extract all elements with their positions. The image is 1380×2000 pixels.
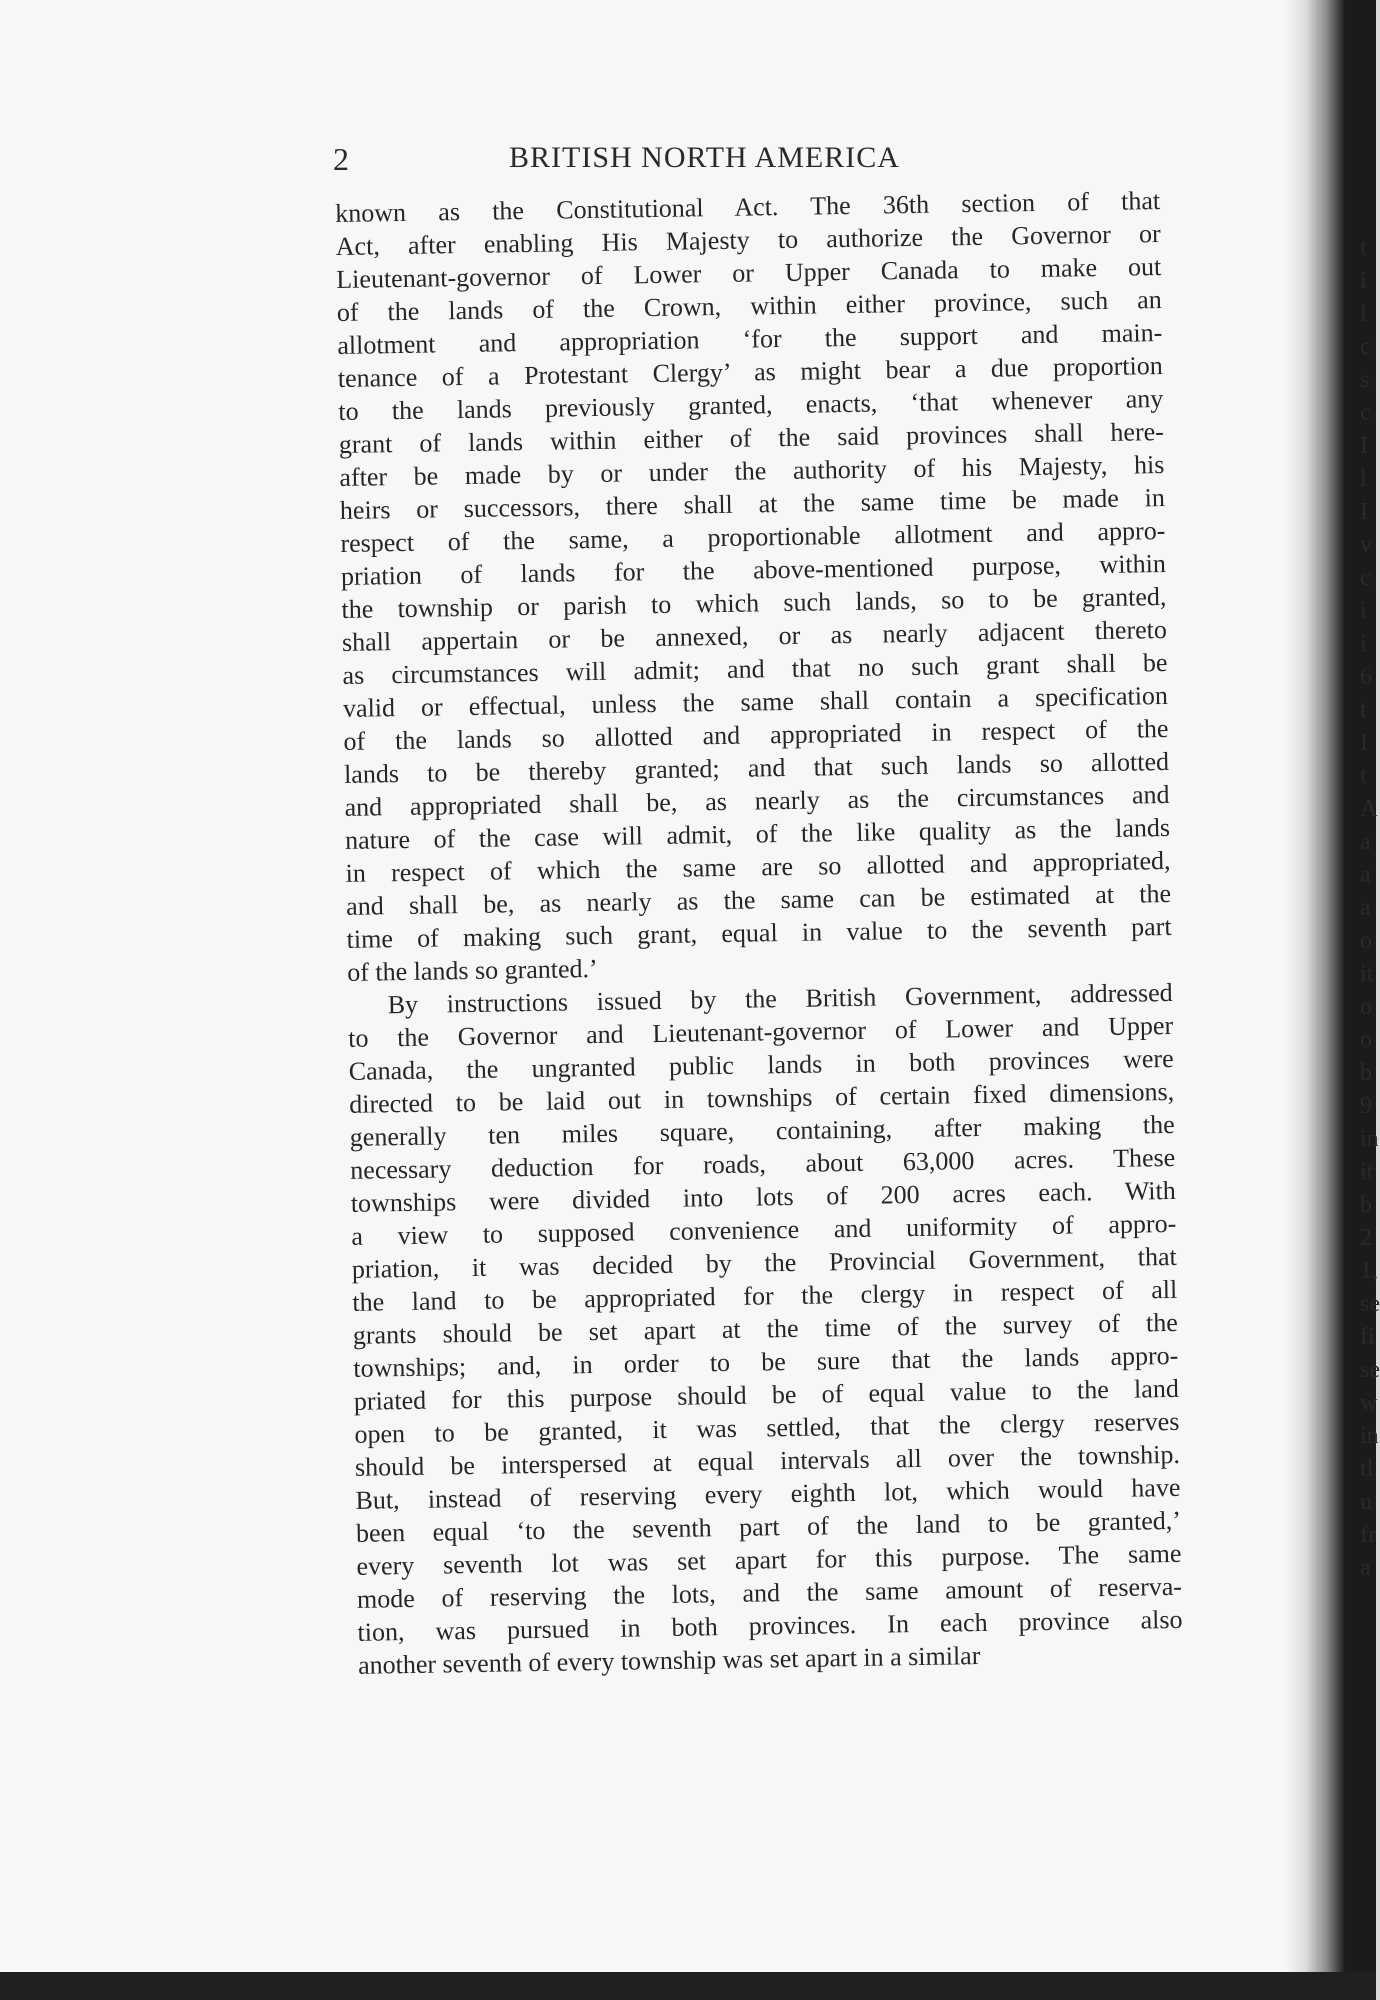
text-line: should be interspersed at equal intervals all over the township. [354,1439,1181,1482]
facing-page-fragment: i [1360,631,1367,657]
text-line: to the Governor and Lieutenant-governor of Lower and Upper [347,1010,1174,1053]
facing-page-fragment: w [1360,1390,1378,1416]
facing-page-fragment: I [1360,499,1368,525]
text-line: of the lands so allotted and appropriated in respect of the [343,713,1169,756]
facing-page-fragment: i [1360,598,1367,624]
scan-bottom-border [0,1972,1376,2000]
facing-page-fragment: u [1360,1489,1372,1515]
text-line: allotment and appropriation ‘for the support and main- [337,318,1163,360]
facing-page-fragment: se [1360,1357,1380,1383]
facing-page-fragment: a [1360,895,1371,921]
facing-page-fragment: c [1360,400,1371,426]
text-line: respect of the same, a proportionable allotment and appro- [340,516,1166,558]
facing-page-fragment: 6 [1360,664,1372,690]
facing-page-fragment: i [1360,268,1367,294]
text-line: directed to be laid out in townships of certain fixed dimensions, [349,1076,1175,1119]
text-line: By instructions issued by the British Government, addressed [387,977,1173,1020]
text-line: priated for this purpose should be of equal value to the land [353,1373,1180,1416]
text-line: the township or parish to which such lands, so to be granted, [341,581,1167,624]
page-header [333,137,965,177]
facing-page-fragment: 2 [1360,1225,1372,1251]
facing-page-fragment: b [1360,1060,1372,1086]
book-gutter-shadow [1285,0,1345,1972]
facing-page-fragment: o [1360,928,1372,954]
text-line: to the lands previously granted, enacts, ‘that whenever any [338,384,1164,426]
text-line: known as the Constitutional Act. The 36th section of that [335,186,1161,228]
facing-page-fragment: b [1360,1192,1372,1218]
text-line: the land to be appropriated for the clergy in respect of all [352,1274,1178,1317]
facing-page-fragment: t [1360,697,1367,723]
text-line: But, instead of reserving every eighth lot, which would have [355,1472,1181,1515]
text-line: Lieutenant-governor of Lower or Upper Canada to make out [336,252,1162,294]
facing-page-fragment: l [1360,301,1367,327]
facing-page-fragment: se [1360,1291,1380,1317]
text-line: valid or effectual, unless the same shall contain a specification [342,680,1169,723]
text-line: townships were divided into lots of 200 acres each. With [350,1175,1176,1218]
facing-page-fragment: fr [1360,1522,1376,1548]
facing-page-fragment: in [1360,1126,1379,1152]
facing-page-fragment: it [1360,1159,1374,1185]
text-line: Canada, the ungranted public lands in both provinces were [348,1043,1174,1086]
text-line: tenance of a Protestant Clergy’ as might bear a due proportion [337,351,1163,393]
facing-page-fragment: c [1360,334,1371,360]
facing-page-fragment: it [1360,961,1374,987]
text-line: necessary deduction for roads, about 63,000 acres. These [350,1142,1176,1185]
text-line: time of making such grant, equal in value to the seventh part [346,911,1172,954]
text-line: a view to supposed convenience and uniformity of appro- [351,1208,1177,1251]
facing-page-fragment: o [1360,1027,1372,1053]
facing-page-fragment: 9 [1360,1093,1372,1119]
facing-page-fragment: a [1360,862,1371,888]
facing-page-fragment: A [1360,796,1378,822]
text-line: tion, was pursued in both provinces. In each province also [357,1604,1183,1647]
facing-page-fragment: I [1360,730,1368,756]
facing-page-fragments [1360,232,1380,1585]
facing-page-fragment: a [1360,829,1371,855]
text-line: Act, after enabling His Majesty to authorize the Governor or [335,219,1161,261]
text-line: shall appertain or be annexed, or as nearly adjacent thereto [341,614,1168,657]
text-line: in respect of which the same are so allotted and appropriated, [345,845,1171,888]
page-number: 2 [333,141,349,177]
text-line: mode of reserving the lots, and the same amount of reserva- [356,1571,1183,1614]
facing-page-fragment: s [1360,367,1370,393]
text-line: grants should be set apart at the time of the survey of the [352,1307,1179,1350]
text-line: of the lands so granted.’ [346,953,598,987]
facing-page-fragment: fi [1360,1324,1375,1350]
text-line: another seventh of every township was set apart in a similar [357,1641,981,1680]
facing-page-fragment: 1, [1360,1258,1378,1284]
text-line: open to be granted, it was settled, that the clergy reserves [354,1406,1180,1449]
text-line: nature of the case will admit, of the like quality as the lands [344,812,1171,855]
text-line: every seventh lot was set apart for this purpose. The same [356,1538,1182,1581]
facing-page-fragment: t [1360,235,1367,261]
text-line: generally ten miles square, containing, after making the [349,1109,1175,1152]
text-line: and appropriated shall be, as nearly as the circumstances and [344,779,1170,822]
text-line: priation, it was decided by the Provincial Government, that [351,1241,1177,1284]
facing-page-fragment: in [1360,1423,1379,1449]
facing-page-fragment: v [1360,532,1372,558]
text-line: after be made by or under the authority of his Majesty, his [339,450,1165,492]
text-line: of the lands of the Crown, within either province, such an [336,285,1162,327]
text-line: grant of lands within either of the said provinces shall here- [338,417,1165,459]
facing-page-fragment: tl [1360,1456,1374,1482]
facing-page-fragment: a [1360,1555,1371,1581]
facing-page-fragment: o [1360,994,1372,1020]
running-head: BRITISH NORTH AMERICA [509,141,900,174]
text-line: heirs or successors, there shall at the same time be made in [339,483,1166,525]
text-line: and shall be, as nearly as the same can be estimated at the [345,878,1172,921]
text-line: as circumstances will admit; and that no such grant shall be [342,647,1168,690]
text-line: townships; and, in order to be sure that the lands appro- [353,1340,1179,1383]
facing-page-fragment: t [1360,763,1367,789]
body-text [335,184,1183,1682]
text-line: priation of lands for the above-mentioned purpose, within [340,548,1167,591]
text-line: been equal ‘to the seventh part of the land to be granted,’ [355,1505,1182,1548]
facing-page-fragment: c [1360,565,1371,591]
facing-page-fragment: l [1360,466,1367,492]
facing-page-fragment: I [1360,433,1368,459]
text-line: lands to be thereby granted; and that such lands so allotted [343,746,1170,789]
